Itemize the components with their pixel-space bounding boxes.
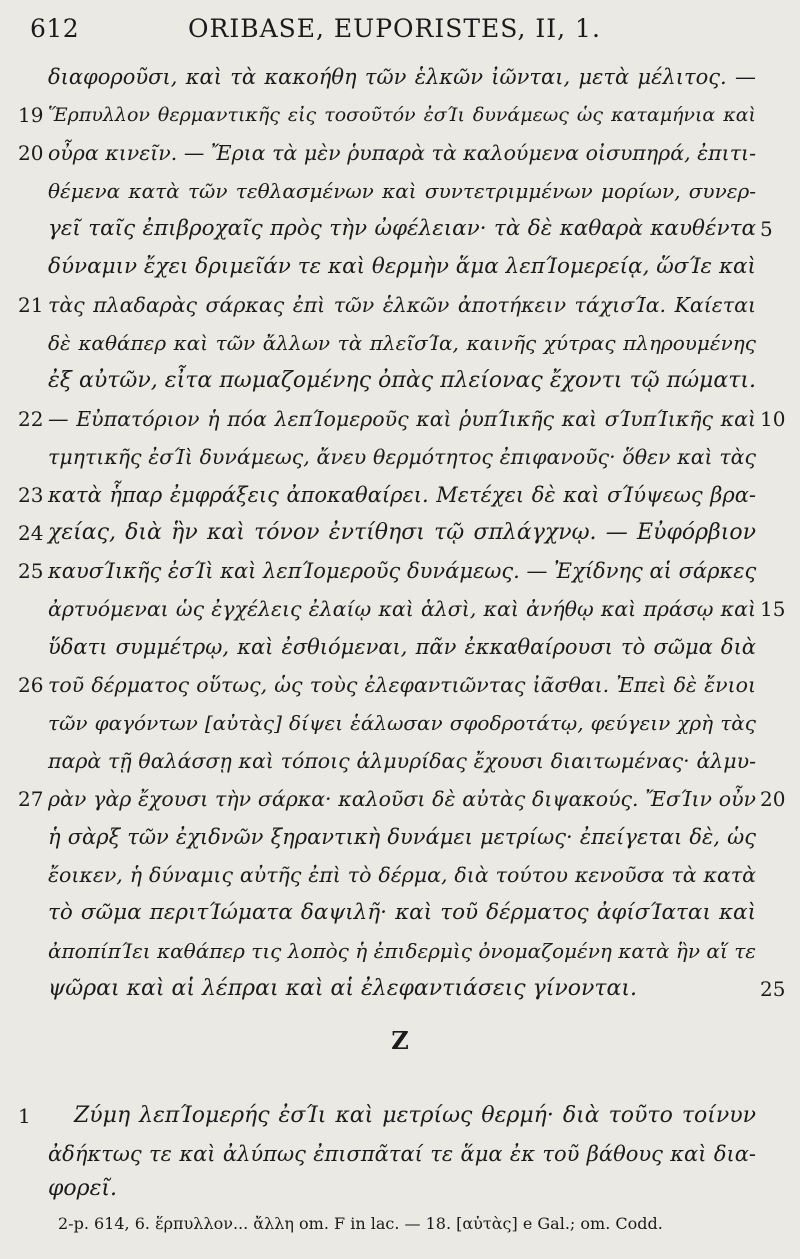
line-number-right: 20 [760,787,786,811]
line-text: ψῶραι καὶ αἱ λέπραι καὶ αἱ ἐλεφαντιάσεις γίνονται. [48,976,637,1001]
line-number-left: 21 [18,293,44,317]
text-line [0,1170,800,1210]
line-number-left: 26 [18,673,44,697]
line-text: θέμενα κατὰ τῶν τεθλασμένων καὶ συντετριμμένων μορίων, συνερ- [48,179,756,203]
line-text: — Εὐπατόριον ἡ πόα λεπΊομεροῦς καὶ ῥυπΊικῆς καὶ σΊυπΊικῆς καὶ [48,407,756,431]
line-number-right: 15 [760,597,786,621]
line-text: τὸ σῶμα περιτΊώματα δαψιλῆ· καὶ τοῦ δέρματος ἀφίσΊαται καὶ [48,900,756,925]
text-line [0,476,800,516]
text-line [0,628,800,668]
text-line [0,1135,800,1175]
text-line [0,666,800,706]
text-line [0,286,800,326]
line-number-left: 27 [18,787,44,811]
text-line [0,514,800,554]
line-text: ἀρτυόμεναι ὡς ἐγχέλεις ἐλαίῳ καὶ ἁλσὶ, καὶ ἀνήθῳ καὶ πράσῳ καὶ [48,597,756,621]
text-line [0,400,800,440]
text-line [0,362,800,402]
line-text: ἔοικεν, ἡ δύναμις αὐτῆς ἐπὶ τὸ δέρμα, διὰ τούτου κενοῦσα τὰ κατὰ [48,863,756,887]
line-number-right: 10 [760,407,786,431]
footnote: 2-p. 614, 6. ἕρπυλλον... ἄλλη om. F in lac. — 18. [αὐτὰς] e Gal.; om. Codd. [58,1214,663,1233]
text-line [0,134,800,174]
line-number-left: 24 [18,521,44,545]
page-header [0,14,800,50]
line-text: ρὰν γὰρ ἔχουσι τὴν σάρκα· καλοῦσι δὲ αὐτὰς διψακούς. ἜσΊιν οὖν [48,787,756,811]
line-number-left: 23 [18,483,44,507]
line-text: δύναμιν ἔχει δριμεῖάν τε καὶ θερμὴν ἅμα λεπΊομερείᾳ, ὥσΊε καὶ [48,254,756,279]
line-text: καυσΊικῆς ἐσΊὶ καὶ λεπΊομεροῦς δυνάμεως. — Ἐχίδνης αἱ σάρκες [48,559,757,583]
text-line [0,1097,800,1137]
text-line [0,172,800,212]
line-text: γεῖ ταῖς ἐπιβροχαῖς πρὸς τὴν ὠφέλειαν· τὰ δὲ καθαρὰ καυθέντα [48,216,756,241]
line-text: ἀποπίπΊει καθάπερ τις λοπὸς ἡ ἐπιδερμὶς ὀνομαζομένη κατὰ ἣν αἵ τε [48,939,756,963]
text-line [0,856,800,896]
text-line [0,742,800,782]
line-text: ἡ σὰρξ τῶν ἐχιδνῶν ξηραντικὴ δυνάμει μετρίως· ἐπείγεται δὲ, ὡς [48,825,756,849]
line-number-right: 25 [760,977,786,1001]
line-number-left: 19 [18,103,44,127]
text-line [0,894,800,934]
line-number-left: 25 [18,559,44,583]
section-heading: Z [391,1026,409,1055]
running-title: ORIBASE, EUPORISTES, II, 1. [188,14,601,43]
line-text: διαφοροῦσι, καὶ τὰ κακοήθη τῶν ἑλκῶν ἰῶνται, μετὰ μέλιτος. — [48,65,756,89]
text-line [0,324,800,364]
line-text: Ἕρπυλλον θερμαντικῆς εἰς τοσοῦτόν ἐσΊι δυνάμεως ὡς καταμήνια καὶ [48,104,756,126]
text-line [0,96,800,136]
line-text: κατὰ ἧπαρ ἐμφράξεις ἀποκαθαίρει. Μετέχει δὲ καὶ σΊύψεως βρα- [48,483,756,507]
line-text: οὖρα κινεῖν. — Ἔρια τὰ μὲν ῥυπαρὰ τὰ καλούμενα οἰσυπηρά, ἐπιτι- [48,141,756,165]
text-line [0,704,800,744]
line-text: τμητικῆς ἐσΊὶ δυνάμεως, ἄνευ θερμότητος ἐπιφανοῦς· ὅθεν καὶ τὰς [48,445,756,469]
text-line [0,438,800,478]
text-line [0,590,800,630]
text-line [0,932,800,972]
line-number-left: 1 [18,1104,31,1128]
line-number-left: 22 [18,407,44,431]
text-line [0,818,800,858]
line-number-left: 20 [18,141,44,165]
line-number-right: 5 [760,217,773,241]
text-line [0,780,800,820]
line-text: τοῦ δέρματος οὕτως, ὡς τοὺς ἐλεφαντιῶντας ἰᾶσθαι. Ἐπεὶ δὲ ἔνιοι [48,673,756,697]
line-text: ἐξ αὐτῶν, εἶτα πωμαζομένης ὀπὰς πλείονας ἔχοντι τῷ πώματι. [48,368,756,393]
text-line [0,210,800,250]
line-text: ὕδατι συμμέτρῳ, καὶ ἐσθιόμεναι, πᾶν ἐκκαθαίρουσι τὸ σῶμα διὰ [48,635,756,659]
text-line [0,552,800,592]
line-text: φορεῖ. [48,1176,118,1201]
line-text: παρὰ τῇ θαλάσσῃ καὶ τόποις ἁλμυρίδας ἔχουσι διαιτωμένας· ἁλμυ- [48,749,756,773]
text-line [0,970,800,1010]
line-text: ἀδήκτως τε καὶ ἀλύπως ἐπισπᾶταί τε ἅμα ἐκ τοῦ βάθους καὶ δια- [48,1142,756,1166]
line-text: τῶν φαγόντων [αὐτὰς] δίψει ἑάλωσαν σφοδροτάτῳ, φεύγειν χρὴ τὰς [48,711,756,735]
page-number: 612 [30,14,80,43]
text-line [0,58,800,98]
line-text: δὲ καθάπερ καὶ τῶν ἄλλων τὰ πλεῖσΊα, καινῆς χύτρας πληρουμένης [48,331,756,355]
line-text: χείας, διὰ ἣν καὶ τόνον ἐντίθησι τῷ σπλάγχνῳ. — Εὐφόρβιον [48,520,756,545]
line-text: τὰς πλαδαρὰς σάρκας ἐπὶ τῶν ἑλκῶν ἀποτήκειν τάχισΊα. Καίεται [48,293,756,317]
line-text: Ζύμη λεπΊομερής ἐσΊι καὶ μετρίως θερμή· διὰ τοῦτο τοίνυν [74,1103,756,1128]
text-line [0,248,800,288]
